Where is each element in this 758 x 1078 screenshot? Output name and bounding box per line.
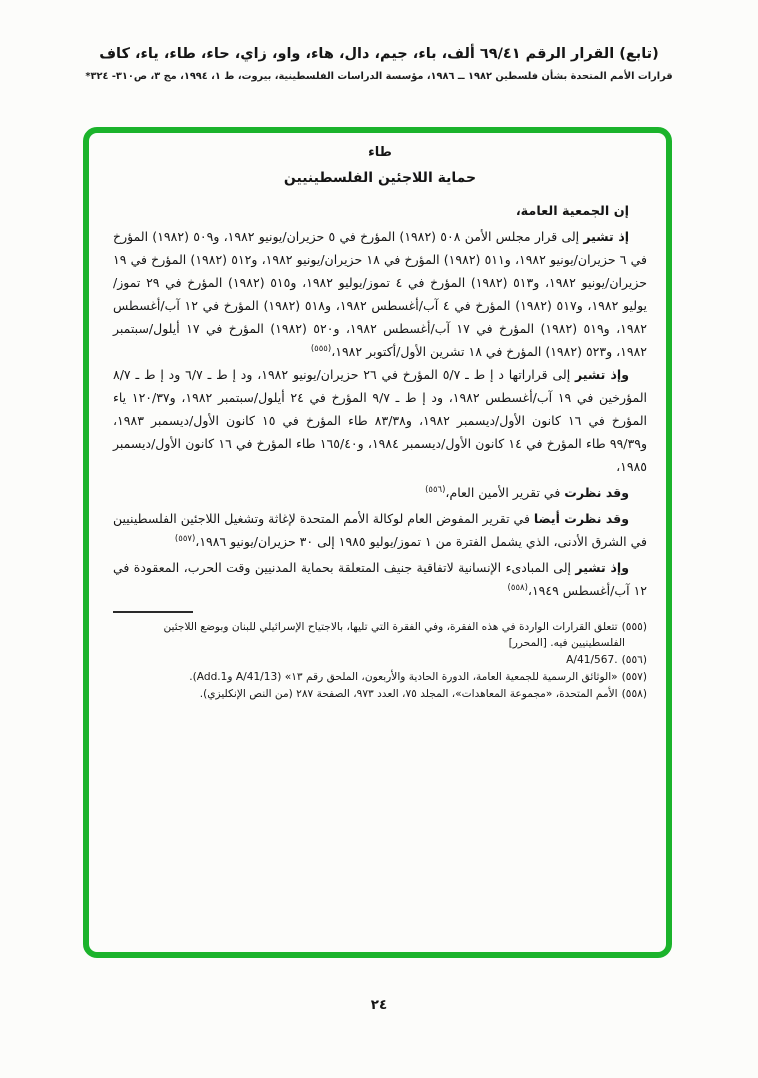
footnote-label: (٥٥٨) bbox=[621, 688, 647, 700]
section-letter: طاء bbox=[368, 145, 392, 160]
preamble-paragraph bbox=[113, 507, 647, 553]
footnote-separator bbox=[113, 611, 193, 613]
page-header bbox=[0, 46, 758, 82]
document-title: حماية اللاجئين الفلسطينيين bbox=[283, 170, 477, 186]
document-frame bbox=[83, 127, 672, 958]
paragraph-lead: وإذ تشير bbox=[575, 367, 629, 382]
resolution-continuation-title: (تابع) القرار الرقم ٦٩/٤١ ألف، باء، جيم، دال، هاء، واو، زاي، حاء، طاء، ياء، كاف bbox=[99, 46, 659, 62]
footnote-text: تتعلق القرارات الواردة في هذه الفقرة، وفي الفقرة التي تليها، بالاجتياح الإسرائيلي للبنان وبوضع اللاجئين الفلسطينيين فيه. [المحرر] bbox=[163, 621, 625, 649]
preamble-paragraph bbox=[113, 481, 647, 504]
footnote-ref-557: (٥٥٧) bbox=[174, 534, 196, 544]
page-number: ٢٤ bbox=[370, 997, 388, 1013]
footnote-label: (٥٥٦) bbox=[621, 654, 647, 666]
footnote-557 bbox=[113, 669, 647, 685]
footnote-label: (٥٥٧) bbox=[621, 671, 647, 683]
footnote-556 bbox=[113, 652, 647, 668]
preamble-paragraph bbox=[113, 363, 647, 478]
paragraph-body: في تقرير الأمين العام، bbox=[445, 485, 565, 500]
footnote-text: الأمم المتحدة، «مجموعة المعاهدات»، المجلد ٧٥، العدد ٩٧٣، الصفحة ٢٨٧ (من النص الإنكليزي). bbox=[199, 688, 618, 700]
preamble-intro: إن الجمعية العامة، bbox=[515, 204, 629, 219]
footnote-ref-558: (٥٥٨) bbox=[507, 583, 528, 593]
paragraph-body: إلى المبادىء الإنسانية لاتفاقية جنيف المتعلقة بحماية المدنيين وقت الحرب، المعقودة في ١٢ آب/أغسطس ١٩٤٩، bbox=[113, 560, 647, 598]
preamble-paragraph bbox=[113, 556, 647, 602]
footnote-555 bbox=[113, 619, 647, 651]
paragraph-lead: إذ تشير bbox=[583, 229, 630, 244]
footnote-ref-556: (٥٥٦) bbox=[425, 485, 446, 495]
footnote-ref-555: (٥٥٥) bbox=[310, 344, 332, 354]
paragraph-body: إلى قرار مجلس الأمن ٥٠٨ (١٩٨٢) المؤرخ في ٥ حزيران/يونيو ١٩٨٢، و٥٠٩ (١٩٨٢) المؤرخ في ٦ حزيران/يونيو ١٩٨٢، و٥١١ (١٩٨٢) المؤرخ في ١٨ حزيران/يونيو ١٩٨٢، و٥١٢ (١٩٨٢) المؤرخ في ١٩ حزيران/يونيو ١٩٨٢، و٥١٣ (١٩٨٢) المؤرخ في ٤ تموز/يوليو ١٩٨٢، و٥١٥ (١٩٨٢) المؤرخ في ٢٩ تموز/يوليو ١٩٨٢، و٥١٧ (١٩٨٢) المؤرخ في ٤ آب/أغسطس ١٩٨٢، و٥١٨ (١٩٨٢) المؤرخ في ١٢ آب/أغسطس ١٩٨٢، و٥١٩ (١٩٨٢) المؤرخ في ١٧ آب/أغسطس ١٩٨٢، و٥٢٠ (١٩٨٢) المؤرخ في ١٧ أيلول/سبتمبر ١٩٨٢، و٥٢٣ (١٩٨٢) المؤرخ في ١٨ تشرين الأول/أكتوبر ١٩٨٢، bbox=[113, 229, 648, 359]
footnote-text: «الوثائق الرسمية للجمعية العامة، الدورة الحادية والأربعون، الملحق رقم ١٣» (A/41/13 وAdd.1). bbox=[189, 671, 618, 683]
paragraph-lead: وإذ تشير bbox=[575, 560, 629, 575]
paragraph-lead: وقد نظرت bbox=[564, 485, 629, 500]
footnote-label: (٥٥٥) bbox=[621, 621, 647, 633]
paragraph-body: إلى قراراتها د إ ط ـ ٥/٧ المؤرخ في ٢٦ حزيران/يونيو ١٩٨٢، ود إ ط ـ ٦/٧ ود إ ط ـ ٨/٧ المؤرخين في ١٩ آب/أغسطس ١٩٨٢، ود إ ط ـ ٩/٧ المؤرخ في ٢٤ أيلول/سبتمبر ١٩٨٢، و١٢٠/٣٧ ياء المؤرخ في ١٦ كانون الأول/ديسمبر ١٩٨٢، و٨٣/٣٨ طاء المؤرخ في ١٥ كانون الأول/ديسمبر ١٩٨٣، و٩٩/٣٩ طاء المؤرخ في ١٤ كانون الأول/ديسمبر ١٩٨٤، و١٦٥/٤٠ طاء المؤرخ في ١٦ كانون الأول/ديسمبر ١٩٨٥، bbox=[113, 367, 648, 474]
footnote-558 bbox=[113, 686, 647, 702]
paragraph-body: في تقرير المفوض العام لوكالة الأمم المتحدة لإغاثة وتشغيل اللاجئين الفلسطينيين في الشرق الأدنى، الذي يشمل الفترة من ١ تموز/يوليو ١٩٨٥ إلى ٣٠ حزيران/يونيو ١٩٨٦، bbox=[113, 511, 647, 549]
footnote-latin-text: A/41/567. bbox=[566, 654, 618, 666]
paragraph-lead: وقد نظرت أيضا bbox=[533, 511, 629, 526]
footnotes bbox=[113, 619, 647, 702]
preamble-paragraph bbox=[113, 225, 647, 363]
source-citation: قرارات الأمم المتحدة بشأن فلسطين ١٩٨٢ ــ ١٩٨٦، مؤسسة الدراسات الفلسطينية، بيروت، ط ١، ١٩٩٤، مج ٣، ص٣١٠- ٣٢٤* bbox=[85, 71, 673, 82]
